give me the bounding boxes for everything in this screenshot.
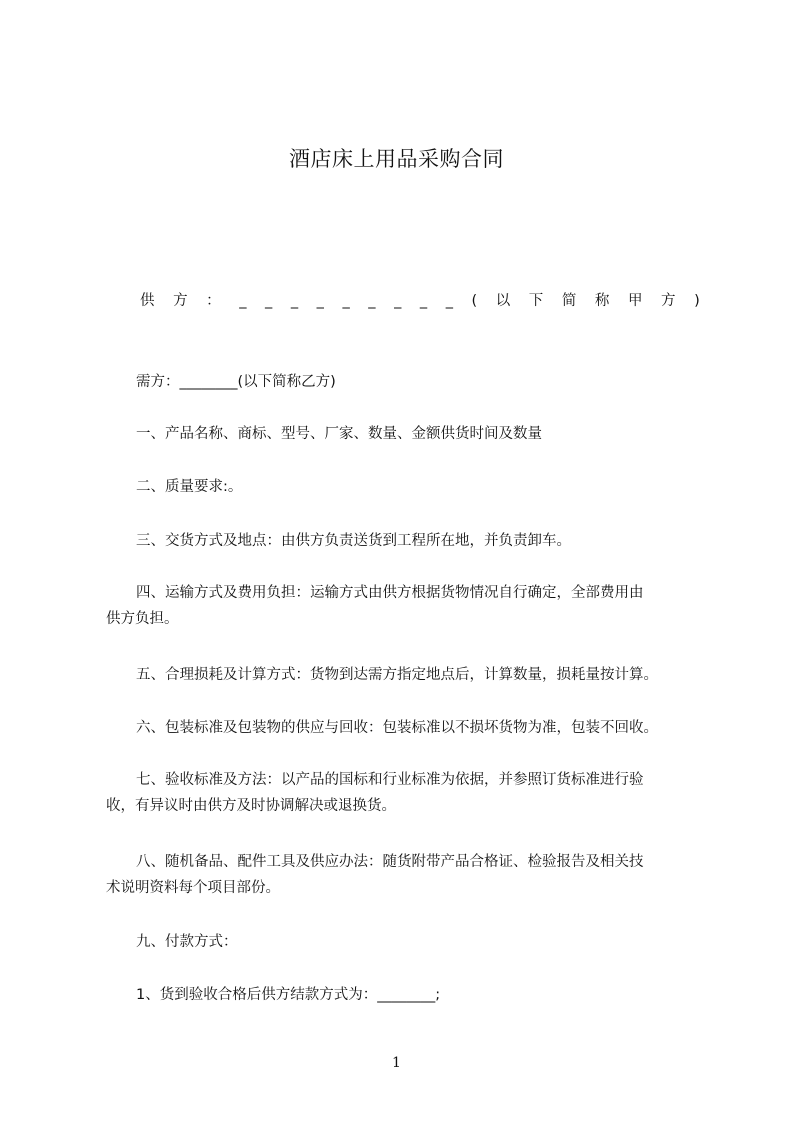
clause-3: 三、交货方式及地点：由供方负责送货到工程所在地，并负责卸车。 (136, 533, 571, 549)
clause-2: 二、质量要求:。 (136, 479, 243, 495)
supplier-char: 方 (661, 293, 676, 309)
supplier-blank: _ (394, 293, 402, 309)
supplier-char: 简 (561, 293, 577, 309)
clause-8-line-2: 术说明资料每个项目部份。 (106, 880, 280, 896)
supplier-blank: _ (368, 293, 376, 309)
clause-8 (106, 849, 706, 901)
supplier-char: 供 (140, 293, 155, 309)
clause-4 (106, 580, 706, 632)
supplier-line (140, 288, 700, 314)
clause-7 (106, 767, 706, 819)
clause-7-line-2: 收，有异议时由供方及时协调解决或退换货。 (106, 798, 396, 814)
document-title: 酒店床上用品采购合同 (289, 147, 504, 171)
supplier-char: 下 (528, 293, 544, 309)
supplier-char: 称 (594, 293, 610, 309)
supplier-blank: _ (316, 293, 324, 309)
supplier-char: ( (471, 293, 478, 309)
supplier-blank: _ (419, 293, 428, 309)
supplier-char: 以 (495, 293, 511, 309)
clause-7-line-1: 七、验收标准及方法：以产品的国标和行业标准为依据，并参照订货标准进行验 (136, 772, 644, 788)
supplier-blank: _ (239, 293, 247, 309)
supplier-blank: _ (342, 293, 350, 309)
supplier-blank: _ (290, 293, 299, 309)
clause-4-line-2: 供方负担。 (106, 611, 179, 627)
page-number: 1 (392, 1055, 401, 1071)
clause-9: 九、付款方式： (136, 934, 238, 950)
clause-5: 五、合理损耗及计算方式：货物到达需方指定地点后，计算数量，损耗量按计算。 (136, 667, 658, 683)
supplier-char: ) (694, 293, 700, 309)
supplier-char: 方 (173, 293, 188, 309)
supplier-blank: _ (445, 293, 453, 309)
supplier-char: 甲 (627, 293, 643, 309)
clause-4-line-1: 四、运输方式及费用负担：运输方式由供方根据货物情况自行确定，全部费用由 (136, 585, 644, 601)
clause-9-item-1: 1、货到验收合格后供方结款方式为：________; (136, 987, 441, 1003)
clause-1: 一、产品名称、商标、型号、厂家、数量、金额供货时间及数量 (136, 426, 542, 442)
supplier-char: ： (206, 293, 221, 309)
buyer-line: 需方：________(以下简称乙方) (136, 374, 336, 390)
clause-6: 六、包装标准及包装物的供应与回收：包装标准以不损坏货物为准，包装不回收。 (136, 720, 658, 736)
clause-8-line-1: 八、随机备品、配件工具及供应办法：随货附带产品合格证、检验报告及相关技 (136, 854, 644, 870)
supplier-blank: _ (265, 293, 273, 309)
